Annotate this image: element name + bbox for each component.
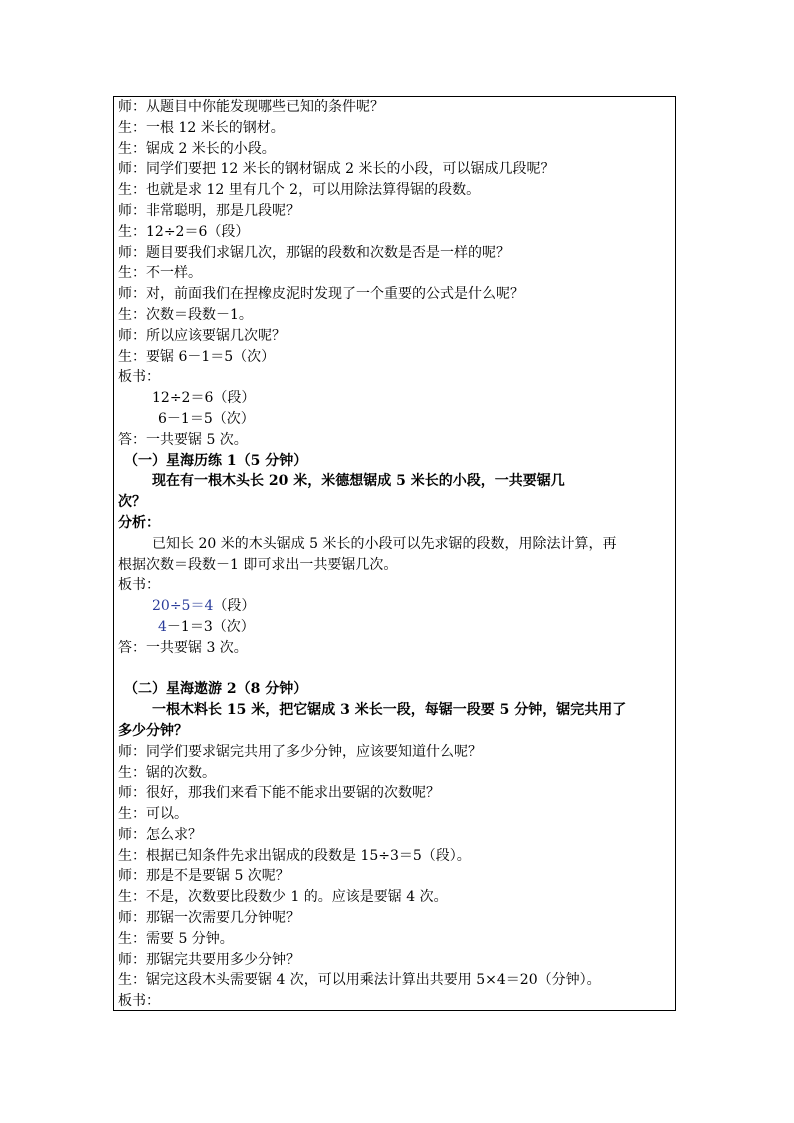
dialogue-line: 师：题目要我们求锯几次，那锯的段数和次数是否是一样的呢？ [118,244,510,261]
dialogue-line: 生：也就是求 12 里有几个 2，可以用除法算得锯的段数。 [118,182,481,199]
dialogue-line: 生：不是，次数要比段数少 1 的。应该是要锯 4 次。 [118,889,448,906]
board-equation-part: －1＝3（次） [166,618,255,635]
problem-text: 多少分钟？ [118,722,188,739]
board-equation-part: 20÷5＝ [152,598,205,615]
dialogue-line: 生：不一样。 [118,265,202,282]
board-equation: 6－1＝5（次） [158,410,255,427]
board-equation: 12÷2＝6（段） [152,390,256,407]
blank-line [118,659,673,680]
answer-line: 答：一共要锯 5 次。 [118,431,248,448]
dialogue-line: 生：一根 12 米长的钢材。 [118,119,285,136]
lesson-content [118,97,673,1012]
dialogue-line: 生：需要 5 分钟。 [118,930,234,947]
dialogue-line: 师：同学们要把 12 米长的钢材锯成 2 米长的小段，可以锯成几段呢？ [118,161,555,178]
problem-text: 现在有一根木头长 20 米，米德想锯成 5 米长的小段，一共要锯几 [152,473,565,490]
answer-line: 答：一共要锯 3 次。 [118,639,248,656]
board-label: 板书： [118,577,160,594]
dialogue-line: 师：怎么求？ [118,826,202,843]
dialogue-line: 师：非常聪明，那是几段呢？ [118,202,300,219]
dialogue-line: 师：那锯一次需要几分钟呢？ [118,910,300,927]
analysis-label: 分析： [118,514,160,531]
board-label: 板书： [118,993,160,1010]
board-equation [118,596,673,617]
analysis-text: 已知长 20 米的木头锯成 5 米长的小段可以先求锯的段数，用除法计算，再 [152,535,617,552]
board-equation [118,617,673,638]
dialogue-line: 生：锯的次数。 [118,764,216,781]
dialogue-line: 生：要锯 6－1＝5（次） [118,348,276,365]
dialogue-line: 师：所以应该要锯几次呢？ [118,327,286,344]
dialogue-line: 生：锯成 2 米长的小段。 [118,140,276,157]
dialogue-line: 师：那锯完共要用多少分钟？ [118,951,300,968]
dialogue-line: 师：从题目中你能发现哪些已知的条件呢？ [118,99,384,115]
section-heading: （一）星海历练 1（5 分钟） [124,452,308,469]
section-heading: （二）星海遨游 2（8 分钟） [124,681,308,698]
dialogue-line: 生：可以。 [118,806,188,823]
dialogue-line: 生：锯完这段木头需要锯 4 次，可以用乘法计算出共要用 5×4＝20（分钟）。 [118,972,601,989]
dialogue-line: 生：12÷2＝6（段） [118,223,250,240]
dialogue-line: 师：很好，那我们来看下能不能求出要锯的次数呢？ [118,785,440,802]
dialogue-line: 师：那是不是要锯 5 次呢？ [118,868,290,885]
problem-text: 一根木料长 15 米，把它锯成 3 米长一段，每锯一段要 5 分钟，锯完共用了 [152,702,627,719]
dialogue-line: 生：根据已知条件先求出锯成的段数是 15÷3＝5（段）。 [118,847,471,864]
problem-text: 次？ [118,494,146,511]
board-equation-part: 4 [158,618,167,635]
analysis-text: 根据次数＝段数－1 即可求出一共要锯几次。 [118,556,398,573]
dialogue-line: 生：次数＝段数－1。 [118,306,253,323]
dialogue-line: 师：对，前面我们在捏橡皮泥时发现了一个重要的公式是什么呢？ [118,286,524,303]
board-equation-part: （段） [213,598,256,615]
board-equation-part: 4 [204,598,214,615]
board-label: 板书： [118,369,160,386]
dialogue-line: 师：同学们要求锯完共用了多少分钟，应该要知道什么呢？ [118,743,482,760]
